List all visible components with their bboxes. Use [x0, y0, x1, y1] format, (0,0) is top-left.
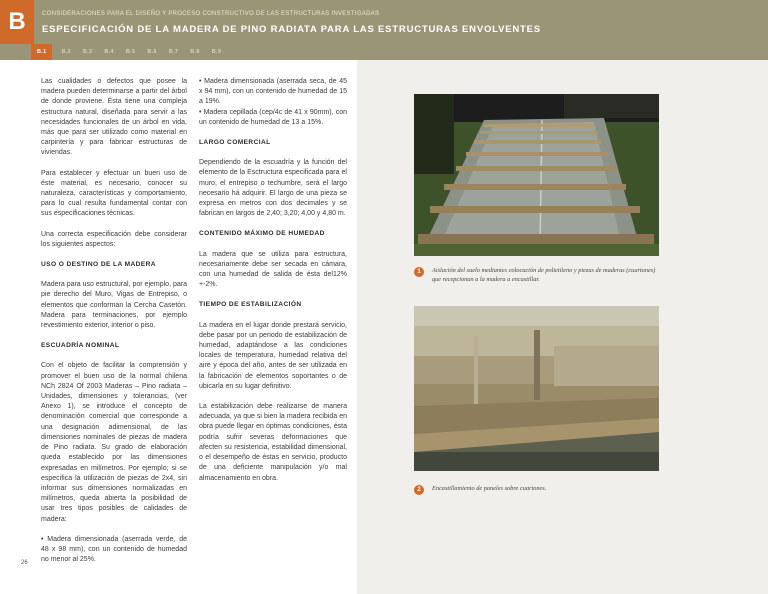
nav-item-b3[interactable]: B.3 [82, 49, 93, 55]
paragraph: La madera que se utiliza para estructura, necesariamente debe ser secada en cámara, con una humedad de salida de ésta del12% +-2%. [199, 250, 347, 289]
paragraph: Dependiendo de la escuadría y la función del elemento de la Esctructura especificada para el muro, el entrepiso o techumbre, será el largo necesario há adquirir. El largo de una pieza se expresa en metros con dos decimales y se fabrican en largos de 2,40; 3,20; 4,00 y 4,80 m. [199, 159, 347, 218]
bullet-paragraph: • Madera dimensionada (aserrada seca, de 45 x 94 mm), con un contenido de humedad de 15 a 19%. [199, 78, 347, 106]
paragraph: Las cualidades o defectos que posee la madera pueden determinarse a partir del árbol de donde proviene. Ésta tiene una compleja estructura natural, diseñada para servir a las necesidades funcionales de un árbol en vida, más que para ser utilizado como material en carpintería y para fabricar estructuras de viviendas. [41, 78, 187, 157]
section-heading: CONTENIDO MÁXIMO DE HUMEDAD [199, 230, 325, 238]
nav-item-b4[interactable]: B.4 [104, 49, 114, 55]
header-kicker: CONSIDERACIONES PARA EL DISEÑO Y PROCESO CONSTRUCTIVO DE LAS ESTRUCTURAS INVESTIGADAS [42, 11, 380, 17]
photo-lumber-stack-graphic [414, 94, 659, 256]
caption-text: Aislación del suelo mediantes colocación de polietileno y piezas de maderas (cuartones) que recepcionan a la madera a encastillar. [432, 267, 656, 283]
section-badge [0, 0, 34, 44]
paragraph: La estabilización debe realizarse de manera adecuada, ya que si bien la madera recibida en obra puede llegar en óptimas condiciones, ésta podría sufrir severas deformaciones que afecten su resistencia, estabilidad dimensional, o el desempeño de éstas en servicio, producto de una deficiente manipulación y/o mal almacenamiento en obra. [199, 403, 347, 482]
page-number: 26 [21, 560, 28, 566]
header-bar [0, 0, 768, 60]
paragraph: La madera en el lugar donde prestará servicio, debe pasar por un periodo de estabilización de humedad, adaptándose a las condiciones locales de temperatura, humedad relativa del aire y época del año, antes de ser utilizada en la fabricación de elementos soportantes o de ubicarla en su lugar definitivo. [199, 321, 347, 390]
paragraph: Con el objeto de facilitar la comprensión y promover el buen uso de la normal chilena NCh 2824 Of 2003 Maderas – Pino radiata – Unidades, dimensiones y tolerancias, (ver Anexo 1), se introduce el concepto de denominación comercial que corresponde a una designación adimensional, de las dimensiones nominales de piezas de madera de Pino radiata. Su grado de elaboración queda establecido por las dimensiones expresadas en milímetros. Por ejemplo; si se especifica la utilización de piezas de 2x4, sin informar sus dimensiones normalizadas en milímetros, queda abierta la posibilidad de usar tres tipos posibles de calidades de madera: [41, 362, 187, 523]
figure-caption-1 [414, 266, 664, 284]
photo-panels-stacked [414, 306, 659, 471]
text-column-2 [199, 77, 347, 494]
bullet-paragraph: • Madera cepillada (cep/4c de 41 x 90mm), con un contenido de humedad de 13 a 15%. [199, 108, 347, 126]
paragraph: Para establecer y efectuar un buen uso de éste material, es necesario, conocer su naturaleza, características y comportamiento, para lo cual resulta fundamental contar con sus especificaciones técnicas. [41, 169, 187, 218]
text-column-1 [41, 77, 187, 575]
paragraph: Una correcta especificación debe considerar los siguientes aspectos: [41, 230, 187, 248]
nav-item-b6[interactable]: B.6 [147, 49, 157, 55]
section-heading: TIEMPO DE ESTABILIZACIÓN [199, 301, 302, 309]
paragraph: Madera para uso estructural, por ejemplo, para pie derecho del Muro, Vigas de Entrepiso, o elementos que conforman la Cercha Casetón. Madera para terminaciones, por ejemplo revestimiento exterior, interior o piso. [41, 281, 187, 330]
section-heading: LARGO COMERCIAL [199, 139, 271, 147]
text-page [0, 60, 357, 594]
caption-text: Encastillamiento de paneles sobre cuartones. [432, 485, 547, 492]
nav-item-b9[interactable]: B.9 [211, 49, 222, 55]
figure-number-badge: 1 [414, 267, 424, 277]
photo-lumber-stack [414, 94, 659, 256]
nav-item-b5[interactable]: B.5 [125, 49, 136, 55]
section-letter: B [8, 8, 26, 35]
section-heading: USO O DESTINO DE LA MADERA [41, 261, 156, 269]
page-title: ESPECIFICACIÓN DE LA MADERA DE PINO RADIATA PARA LAS ESTRUCTURAS ENVOLVENTES [42, 24, 541, 35]
nav-item-b1[interactable]: B.1 [31, 44, 52, 60]
figure-caption-2 [414, 484, 664, 495]
section-heading: ESCUADRÍA NOMINAL [41, 342, 120, 350]
section-nav [34, 44, 233, 60]
figure-number-badge: 2 [414, 485, 424, 495]
photo-panels-stacked-graphic [414, 306, 659, 471]
paragraph: • Madera dimensionada (aserrada verde, de 48 x 98 mm), con un contenido de humedad no menor al 25%. [41, 535, 187, 564]
nav-item-b2[interactable]: B.2 [61, 49, 71, 55]
nav-item-b7[interactable]: B.7 [168, 49, 179, 55]
nav-item-b8[interactable]: B.8 [190, 49, 200, 55]
